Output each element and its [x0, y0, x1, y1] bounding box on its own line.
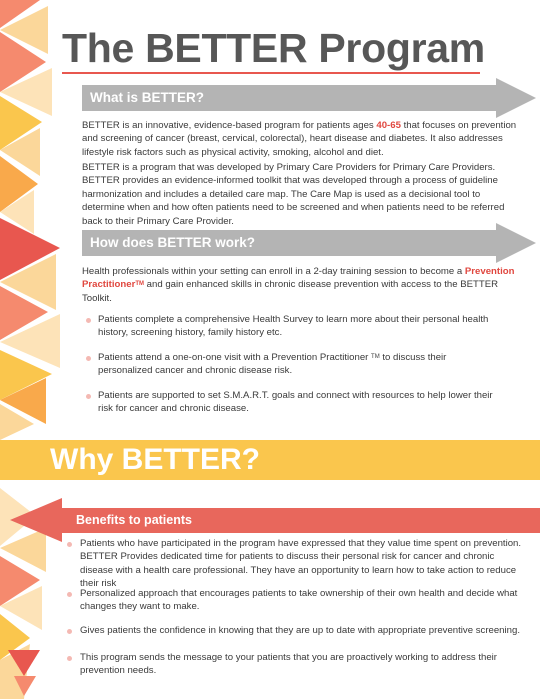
benefit-bullet-4: This program sends the message to your patients that you are proactively working to address their prevention needs.: [80, 652, 498, 677]
bullet-dot: [86, 318, 91, 323]
benefits-arrow-head: [10, 498, 62, 542]
benefit-bullet-1: Patients who have participated in the program have expressed that they value time spent on prevention. BETTER Provides dedicated time for patients to discuss their personal risk for cancer and chronic disease with a health care professional. They have an opportunity to learn how to take action to reduce their risk: [80, 538, 522, 590]
title-underline: [62, 72, 480, 74]
bullet-dot: [67, 629, 72, 634]
section-heading-bar-what-is-better: [82, 85, 496, 111]
bullet-dot: [67, 656, 72, 661]
how-bullet-1: Patients complete a comprehensive Health Survey to learn more about their personal health history, screening history, family history etc.: [98, 314, 489, 339]
section-heading-bar-how-does-better-work: [82, 230, 496, 256]
section-heading-what-is-better: What is BETTER?: [90, 90, 204, 105]
benefit-bullet-3: Gives patients the confidence in knowing that they are up to date with appropriate preventive screening.: [80, 625, 520, 636]
bullet-dot: [86, 356, 91, 361]
how-bullet-2: Patients attend a one-on-one visit with a Prevention Practitioner ™ to discuss their personalized cancer and chronic disease risk.: [98, 352, 447, 377]
how-does-better-work-intro: Health professionals within your setting can enroll in a 2-day training session to become a Prevention Practitioner™ and gain enhanced skills in chronic disease prevention with access to the BETTER Toolkit.: [82, 266, 515, 304]
what-is-better-paragraph-1: BETTER is an innovative, evidence-based program for patients ages 40-65 that focuses on prevention and screening of cancer (breast, cervical, colorectal), heart disease and diabetes. It also addresses lifestyle risk factors such as physical activity, smoking, alcohol and diet.: [82, 120, 517, 158]
bullet-dot: [86, 394, 91, 399]
bullet-dot: [67, 542, 72, 547]
why-better-heading: Why BETTER?: [50, 443, 260, 476]
age-range-highlight: 40-65: [376, 120, 401, 131]
how-bullet-3: Patients are supported to set S.M.A.R.T. goals and connect with resources to help lower their risk for cancer and chronic disease.: [98, 390, 493, 415]
section-heading-how-does-better-work: How does BETTER work?: [90, 235, 256, 250]
what-is-better-paragraph-2: BETTER is a program that was developed by Primary Care Providers for Primary Care Providers. BETTER provides an evidence-informed toolkit that was developed through a process of guideline harmonization and includes a detailed care map. The Care Map is used as a decisional tool to determine when and how often patients need to be screened and when patients need to be referred back to their Primary Care Provider.: [82, 162, 505, 227]
benefit-bullet-2: Personalized approach that encourages patients to take ownership of their own health and decide what changes they want to make.: [80, 588, 518, 613]
page-title: The BETTER Program: [62, 25, 485, 71]
bullet-dot: [67, 592, 72, 597]
benefits-heading: Benefits to patients: [76, 513, 192, 527]
prevention-practitioner-highlight: Prevention Practitioner: [82, 266, 515, 291]
